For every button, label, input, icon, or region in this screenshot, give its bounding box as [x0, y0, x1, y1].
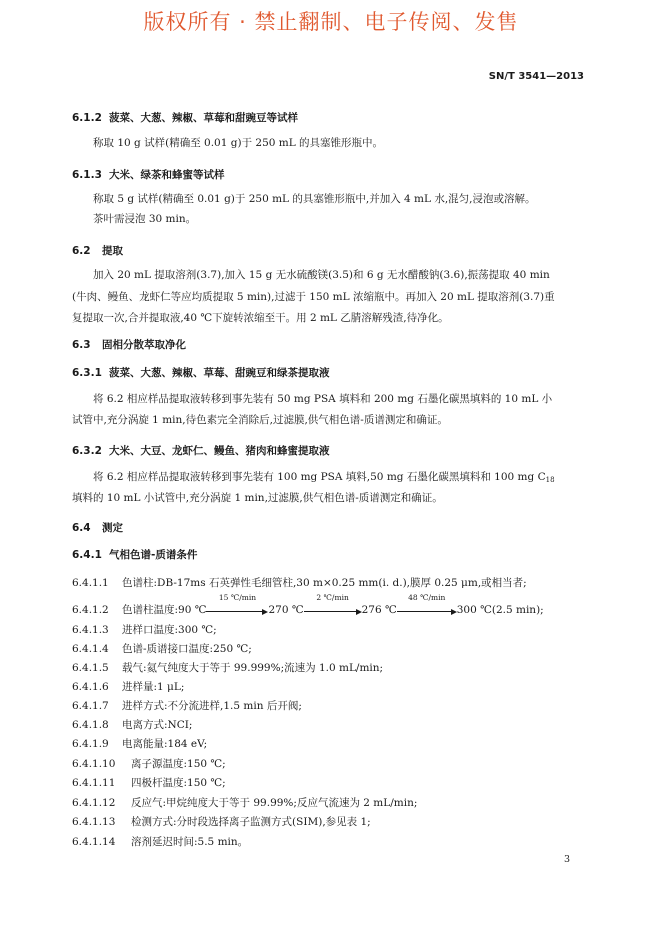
paragraph-line: 填料的 10 mL 小试管中,充分涡旋 1 min,过滤膜,供气相色谱-质谱测定和确证。	[72, 492, 443, 504]
condition-item: 6.4.1.11 四极杆温度:150 ℃;	[72, 777, 226, 789]
paragraph: 称取 5 g 试样(精确至 0.01 g)于 250 mL 的具塞锥形瓶中,并加入 4 mL 水,混匀,浸泡或溶解。	[93, 193, 536, 205]
paragraph-line: 试管中,充分涡旋 1 min,待色素完全消除后,过滤膜,供气相色谱-质谱测定和确证。	[72, 414, 448, 426]
ramp-arrow: 15 ℃/min	[206, 603, 268, 617]
condition-item: 6.4.1.8 电离方式:NCI;	[72, 719, 193, 731]
heading-6-1-2: 6.1.2 菠菜、大葱、辣椒、草莓和甜豌豆等试样	[72, 112, 298, 124]
condition-item: 6.4.1.9 电离能量:184 eV;	[72, 738, 208, 750]
subscript: 18	[545, 476, 555, 484]
heading-6-4-1: 6.4.1 气相色谱-质谱条件	[72, 549, 198, 561]
arrow-right-icon	[262, 609, 268, 615]
heading-6-4: 6.4 测定	[72, 522, 123, 534]
paragraph-line: 将 6.2 相应样品提取液转移到事先装有 50 mg PSA 填料和 200 mg 石墨化碳黑填料的 10 mL 小	[93, 393, 553, 405]
arrow-right-icon	[356, 609, 362, 615]
condition-item: 6.4.1.14 溶剂延迟时间:5.5 min。	[72, 836, 249, 848]
condition-item: 6.4.1.3 进样口温度:300 ℃;	[72, 624, 217, 636]
paragraph-line: 加入 20 mL 提取溶剂(3.7),加入 15 g 无水硫酸镁(3.5)和 6 g 无水醋酸钠(3.6),振荡提取 40 min	[93, 269, 550, 281]
ramp-arrow: 2 ℃/min	[304, 603, 362, 617]
heading-6-1-3: 6.1.3 大米、绿茶和蜂蜜等试样	[72, 169, 225, 181]
condition-item: 6.4.1.13 检测方式:分时段选择离子监测方式(SIM),参见表 1;	[72, 816, 371, 828]
condition-item: 6.4.1.10 离子源温度:150 ℃;	[72, 758, 226, 770]
condition-item: 6.4.1.1 色谱柱:DB-17ms 石英弹性毛细管柱,30 m×0.25 mm(i. d.),膜厚 0.25 μm,或相当者;	[72, 577, 527, 589]
condition-item: 6.4.1.4 色谱-质谱接口温度:250 ℃;	[72, 643, 252, 655]
paragraph-line: (牛肉、鳗鱼、龙虾仁等应均质提取 5 min),过滤于 150 mL 浓缩瓶中。再加入 20 mL 提取溶剂(3.7)重	[72, 291, 555, 303]
heading-6-2: 6.2 提取	[72, 245, 123, 257]
heading-6-3-1: 6.3.1 菠菜、大葱、辣椒、草莓、甜豌豆和绿茶提取液	[72, 367, 330, 379]
heading-6-3-2: 6.3.2 大米、大豆、龙虾仁、鳗鱼、猪肉和蜂蜜提取液	[72, 445, 330, 457]
condition-item: 6.4.1.7 进样方式:不分流进样,1.5 min 后开阀;	[72, 700, 302, 712]
paragraph: 称取 10 g 试样(精确至 0.01 g)于 250 mL 的具塞锥形瓶中。	[93, 137, 384, 149]
heading-6-3: 6.3 固相分散萃取净化	[72, 339, 186, 351]
copyright-watermark: 版权所有 · 禁止翻制、电子传阅、发售	[143, 10, 519, 34]
paragraph-line: 复提取一次,合并提取液,40 ℃下旋转浓缩至干。用 2 mL 乙腈溶解残渣,待净化。	[72, 312, 449, 324]
ramp-arrow: 48 ℃/min	[397, 603, 457, 617]
paragraph: 茶叶需浸泡 30 min。	[93, 213, 197, 225]
condition-item-oven-program: 6.4.1.2 色谱柱温度:90 ℃ 15 ℃/min 270 ℃ 2 ℃/min 276 ℃ 48 ℃/min 300 ℃(2.5 min);	[72, 593, 544, 616]
paragraph-line: 将 6.2 相应样品提取液转移到事先装有 100 mg PSA 填料,50 mg 石墨化碳黑填料和 100 mg $C_{18}$	[93, 471, 555, 484]
condition-item: 6.4.1.5 载气:氦气纯度大于等于 99.999%;流速为 1.0 mL/min;	[72, 662, 384, 674]
page-number: 3	[563, 854, 570, 865]
condition-item: 6.4.1.6 进样量:1 μL;	[72, 681, 185, 693]
condition-item: 6.4.1.12 反应气:甲烷纯度大于等于 99.99%;反应气流速为 2 mL/min;	[72, 797, 418, 809]
standard-code: SN/T 3541—2013	[488, 71, 584, 82]
arrow-right-icon	[451, 609, 457, 615]
